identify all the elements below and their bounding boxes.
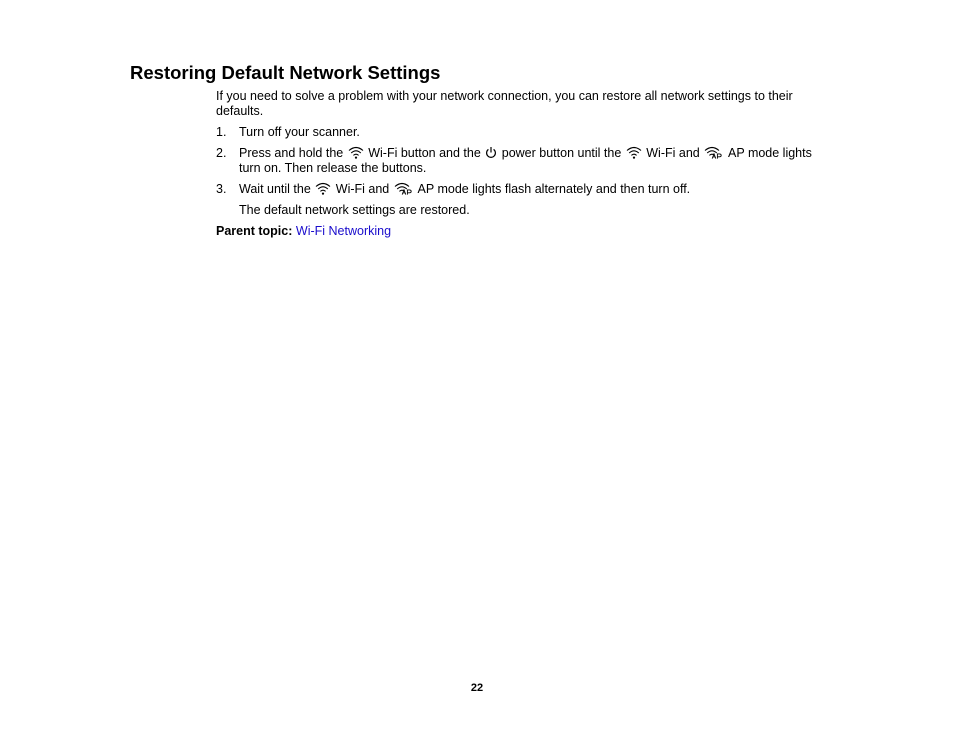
step-2 [216,146,836,176]
step-text: Wi-Fi and [646,146,700,160]
page-number: 22 [470,682,484,694]
wifi-icon [348,146,364,159]
wifi-icon [626,146,642,159]
step-text: Wi-Fi button and the [368,146,481,160]
ap-mode-icon [394,182,414,195]
steps-list [216,125,836,197]
power-icon [485,146,497,159]
step-3 [216,182,836,197]
step-text: Press and hold the [239,146,344,160]
step-text: Turn off your scanner. [239,125,360,139]
step-result: The default network settings are restored. [239,203,470,217]
step-text: Wait until the [239,182,311,196]
step-text: Wi-Fi and [335,182,390,196]
wifi-icon [315,182,331,195]
step-number: 1. [216,125,227,139]
content [216,89,836,239]
page-title: Restoring Default Network Settings [130,62,441,83]
parent-topic-label: Parent topic: [216,224,293,238]
step-1 [216,125,836,140]
parent-topic [216,224,836,239]
step-text: power button until the [501,146,622,160]
step-text: AP mode lights turn on. Then release the buttons. [239,146,812,175]
step-text: AP mode lights flash alternately and then turn off. [417,182,691,196]
parent-topic-link[interactable]: Wi-Fi Networking [295,224,392,238]
intro-paragraph: If you need to solve a problem with your network connection, you can restore all network settings to their defaults. [216,89,793,118]
ap-mode-icon [704,146,724,159]
step-number: 2. [216,146,227,160]
step-number: 3. [216,182,227,196]
